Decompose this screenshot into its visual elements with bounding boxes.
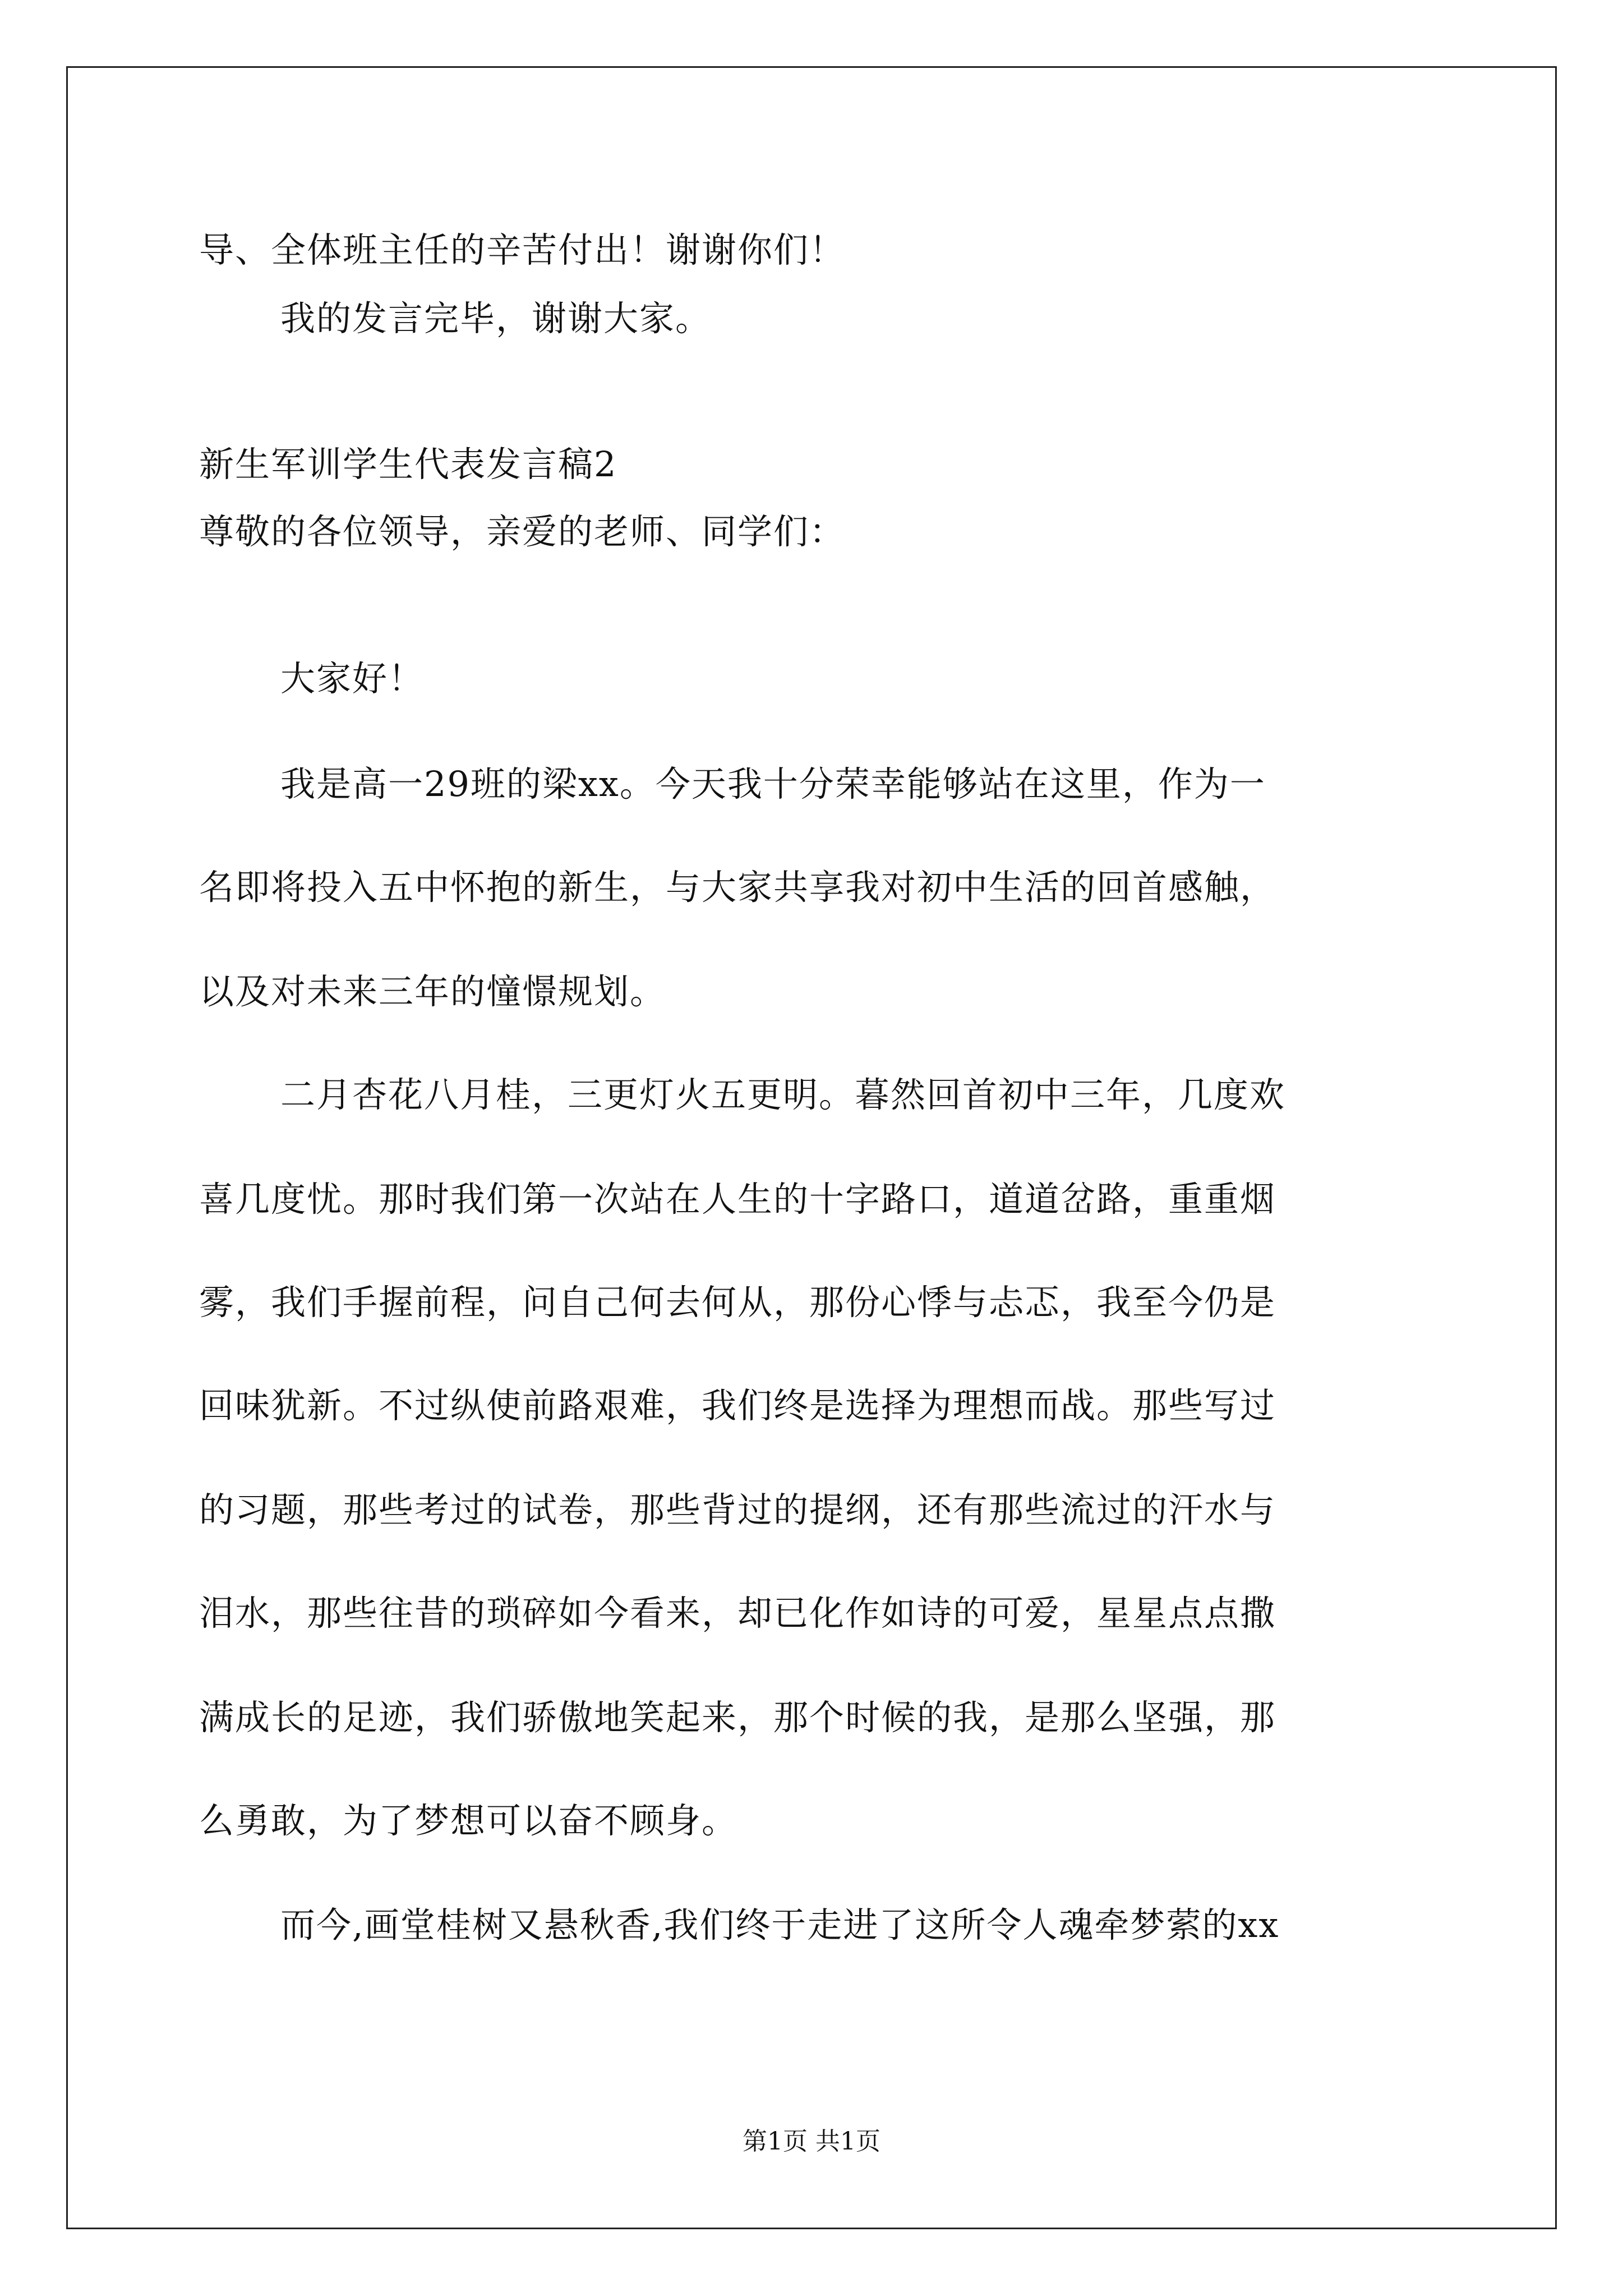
page-footer: 第1页 共1页: [743, 2127, 880, 2156]
text-line-16: 么勇敢，为了梦想可以奋不顾身。: [199, 1800, 738, 1841]
text-line-6: 我是高一29班的梁xx。今天我十分荣幸能够站在这里，作为一: [280, 763, 1266, 804]
text-line-13: 的习题，那些考过的试卷，那些背过的提纲，还有那些流过的汗水与: [199, 1489, 1276, 1530]
text-line-10: 喜几度忧。那时我们第一次站在人生的十字路口，道道岔路，重重烟: [199, 1179, 1276, 1220]
text-line-12: 回味犹新。不过纵使前路艰难，我们终是选择为理想而战。那些写过: [199, 1385, 1276, 1426]
greeting: 大家好！: [280, 658, 425, 699]
text-line-17: 而今,画堂桂树又悬秋香,我们终于走进了这所令人魂牵梦萦的xx: [280, 1904, 1280, 1945]
text-line-7: 名即将投入五中怀抱的新生，与大家共享我对初中生活的回首感触，: [199, 867, 1276, 908]
text-line-14: 泪水，那些往昔的琐碎如今看来，却已化作如诗的可爱，星星点点撒: [199, 1593, 1276, 1634]
text-line-9: 二月杏花八月桂，三更灯火五更明。暮然回首初中三年，几度欢: [280, 1074, 1286, 1115]
section-title: 新生军训学生代表发言稿2: [199, 444, 617, 485]
text-line-11: 雾，我们手握前程，问自己何去何从，那份心悸与忐忑，我至今仍是: [199, 1282, 1276, 1323]
text-line-2: 我的发言完毕，谢谢大家。: [280, 298, 712, 339]
text-line-15: 满成长的足迹，我们骄傲地笑起来，那个时候的我，是那么坚强，那: [199, 1697, 1276, 1738]
text-line-1: 导、全体班主任的辛苦付出！谢谢你们！: [199, 229, 846, 270]
text-line-8: 以及对未来三年的憧憬规划。: [199, 971, 666, 1012]
salutation: 尊敬的各位领导，亲爱的老师、同学们：: [199, 511, 846, 552]
